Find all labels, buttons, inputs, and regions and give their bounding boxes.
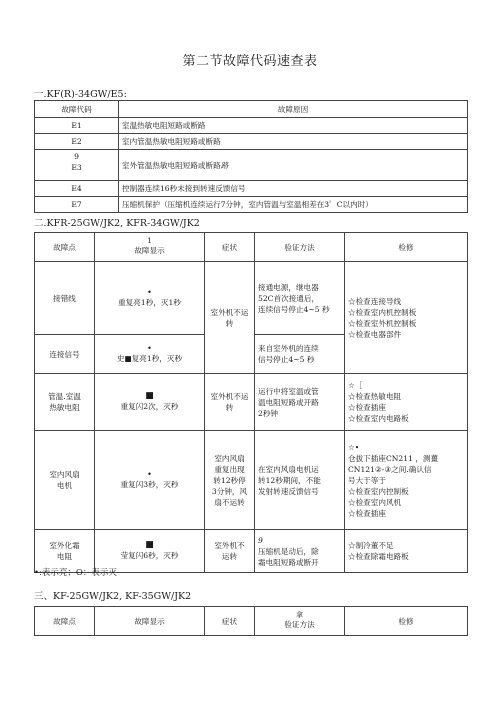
verify-line: 转12秒期间，不能 bbox=[258, 475, 321, 485]
led-on-dot: • bbox=[147, 287, 152, 297]
header-display-cell bbox=[95, 233, 205, 262]
fault-point-cell bbox=[35, 374, 95, 431]
fault-point: 室内风扇 bbox=[49, 470, 80, 479]
header-display-mark: 1 bbox=[147, 236, 152, 245]
legend-note: •:表示亮；O：表示灭 bbox=[34, 568, 117, 578]
fault-point-cell bbox=[35, 431, 95, 530]
verify-line: 52C首次接通后， bbox=[258, 293, 320, 303]
fault-reason: 室内管温热敏电阻短路或断路 bbox=[119, 134, 468, 150]
fault-display: 重复闪3秒，灭秒 bbox=[120, 480, 179, 490]
fault-display: 重复闪2次，灭秒 bbox=[120, 402, 179, 412]
table-header-row bbox=[35, 607, 468, 636]
repair-item: ☆检查室内风机 bbox=[348, 497, 402, 507]
fault-symptom-cell bbox=[205, 431, 255, 530]
symptom-line: 室外机不 bbox=[214, 541, 245, 550]
table-header-row bbox=[35, 101, 468, 118]
table-row bbox=[35, 150, 468, 181]
table-row bbox=[35, 181, 468, 197]
table-row bbox=[35, 197, 468, 213]
section2-table bbox=[34, 232, 468, 573]
table-row bbox=[35, 374, 468, 431]
table-row bbox=[35, 134, 468, 150]
header-display: 故障显示 bbox=[95, 607, 205, 636]
repair-item: ☆检查电器部件 bbox=[348, 329, 402, 339]
fault-display-cell bbox=[95, 335, 205, 374]
symptom-line: 重复出现 bbox=[214, 464, 245, 474]
verify-mark: 9 bbox=[258, 535, 263, 545]
header-code: 故障代码 bbox=[35, 101, 119, 118]
header-method-mark: 拿 bbox=[296, 610, 303, 619]
fault-code-cell bbox=[35, 150, 119, 181]
repair-cell bbox=[345, 530, 468, 573]
fault-display-cell bbox=[95, 262, 205, 335]
verify-line: 连续信号停止4~5 秒 bbox=[258, 304, 330, 314]
led-square-mark: ■ bbox=[145, 539, 154, 550]
repair-item: ☆检查室内电路板 bbox=[348, 414, 409, 423]
verify-line: 温电阻短路或开路 bbox=[258, 397, 319, 407]
fault-code: E1 bbox=[35, 118, 119, 134]
repair-item: ☆检查室内机控制板 bbox=[348, 307, 417, 317]
verify-method-cell bbox=[255, 335, 345, 374]
led-on-dot: • bbox=[147, 469, 152, 479]
fault-code-mark: 9 bbox=[74, 152, 79, 161]
repair-cell bbox=[345, 262, 468, 374]
repair-item: ☆［ bbox=[348, 381, 363, 390]
section1-heading: 一.KF(R)-34GW/E5: bbox=[34, 89, 127, 100]
table-header-row bbox=[35, 233, 468, 262]
repair-item: ☆检查除霜电路板 bbox=[348, 552, 409, 561]
verify-method-cell bbox=[255, 374, 345, 431]
verify-line: 在室内风扇电机运 bbox=[258, 464, 319, 474]
header-symptom: 症状 bbox=[205, 607, 255, 636]
fault-reason-cell bbox=[119, 150, 468, 181]
fault-point: 电阻 bbox=[56, 552, 73, 561]
fault-point: 热敏电阻 bbox=[49, 403, 80, 412]
repair-item: ☆检查插座 bbox=[348, 403, 386, 412]
verify-line: 信号停止4~5 秒 bbox=[258, 355, 315, 364]
repair-item: CN121②-③之间.确认信 bbox=[348, 464, 432, 474]
fault-reason: 室外管温热敏电阻短路或断路 bbox=[122, 160, 221, 170]
verify-line: 运行中将室温或管 bbox=[258, 386, 319, 396]
repair-item: ☆检查室内控制板 bbox=[348, 486, 409, 496]
symptom-line: 3分钟，风 bbox=[211, 486, 248, 496]
repair-cell bbox=[345, 431, 468, 530]
fault-point: 电机 bbox=[56, 481, 73, 490]
verify-method-cell bbox=[255, 431, 345, 530]
fault-reason: 控制器连续16秒未接到转速反馈信号 bbox=[119, 181, 468, 197]
repair-item: ☆检查热敏电阻 bbox=[348, 392, 402, 401]
repair-item: ☆检查连接导线 bbox=[348, 296, 402, 306]
header-reason: 故障原因 bbox=[119, 101, 468, 118]
header-method-cell bbox=[255, 607, 345, 636]
led-on-dot: • bbox=[147, 343, 152, 353]
repair-item: ☆检查室外机控制板 bbox=[348, 318, 417, 328]
section3-table bbox=[34, 606, 468, 636]
table-row bbox=[35, 118, 468, 134]
symptom-line: 运转 bbox=[221, 552, 238, 561]
header-fault: 故障点 bbox=[35, 233, 95, 262]
fault-point: 室外化霜 bbox=[49, 541, 80, 550]
header-repair: 检修 bbox=[345, 607, 468, 636]
fault-point: 管温.室温 bbox=[48, 392, 81, 401]
verify-method-cell bbox=[255, 530, 345, 573]
fault-code: E3 bbox=[71, 163, 82, 172]
repair-cell bbox=[345, 374, 468, 431]
fault-symptom: 室外机不运转 bbox=[205, 374, 255, 431]
header-method: 验证方法 bbox=[255, 233, 345, 262]
fault-point: 连接信号 bbox=[35, 335, 95, 374]
symptom-line: 室内风扇 bbox=[214, 453, 245, 463]
section2-heading: 二.KFR-25GW/JK2, KFR-34GW/JK2 bbox=[34, 218, 200, 229]
verify-line: 2秒钟 bbox=[258, 408, 279, 418]
section1-table bbox=[34, 100, 468, 213]
fault-display-cell bbox=[95, 374, 205, 431]
verify-line: 发射转速反馈信号 bbox=[258, 486, 319, 496]
fault-point: 接错线 bbox=[35, 262, 95, 335]
table-row bbox=[35, 262, 468, 335]
led-square-mark: ■ bbox=[145, 390, 154, 401]
fault-symptom: 室外机不运转 bbox=[205, 262, 255, 374]
header-repair: 检修 bbox=[345, 233, 468, 262]
table-row bbox=[35, 431, 468, 530]
fault-reason: 室温热敏电阻短路或断路 bbox=[119, 118, 468, 134]
repair-item: 仓拔下插座CN211 ，测薑 bbox=[348, 453, 439, 463]
symptom-line: 扇不运转 bbox=[214, 497, 245, 507]
repair-item: ☆• bbox=[348, 442, 360, 452]
repair-item: 号大于等于 bbox=[348, 475, 386, 485]
fault-symptom-cell bbox=[205, 530, 255, 573]
fault-reason: 压缩机保护（压缩机连续运行7分钟，室内管温与室温相差在3゜C以内时） bbox=[119, 197, 468, 213]
fault-display-cell bbox=[95, 431, 205, 530]
header-display: 故障显示 bbox=[134, 246, 165, 256]
repair-item: ☆检查插座 bbox=[348, 508, 386, 518]
verify-line: 霜电阻短路或断开 bbox=[258, 557, 319, 567]
symptom-line: 转12秒停 bbox=[213, 475, 246, 485]
section3-heading: 三、KF-25GW/JK2, KF-35GW/JK2 bbox=[34, 591, 192, 602]
header-fault: 故障点 bbox=[35, 607, 95, 636]
header-symptom: 症状 bbox=[205, 233, 255, 262]
header-method: 验证方法 bbox=[284, 620, 315, 630]
verify-line: 压缩机是动后，除 bbox=[258, 546, 319, 556]
verify-method-cell bbox=[255, 262, 345, 335]
fault-code: E7 bbox=[35, 197, 119, 213]
fault-code: E4 bbox=[35, 181, 119, 197]
fault-reason-extra: 路 bbox=[220, 160, 229, 170]
fault-display: 莹复闪6秒，灭秒 bbox=[120, 551, 179, 561]
fault-code: E2 bbox=[35, 134, 119, 150]
fault-display: 重复亮1秒，灭1秒 bbox=[118, 298, 181, 308]
verify-line: 接通电源，继电器 bbox=[258, 282, 319, 292]
page-title: 第二节故障代码速查表 bbox=[182, 54, 318, 69]
fault-display: 史■复亮1秒，灭秒 bbox=[116, 354, 183, 364]
verify-line: 来自室外机的连续 bbox=[258, 344, 319, 353]
repair-item: ☆制冷董不足 bbox=[348, 541, 394, 550]
